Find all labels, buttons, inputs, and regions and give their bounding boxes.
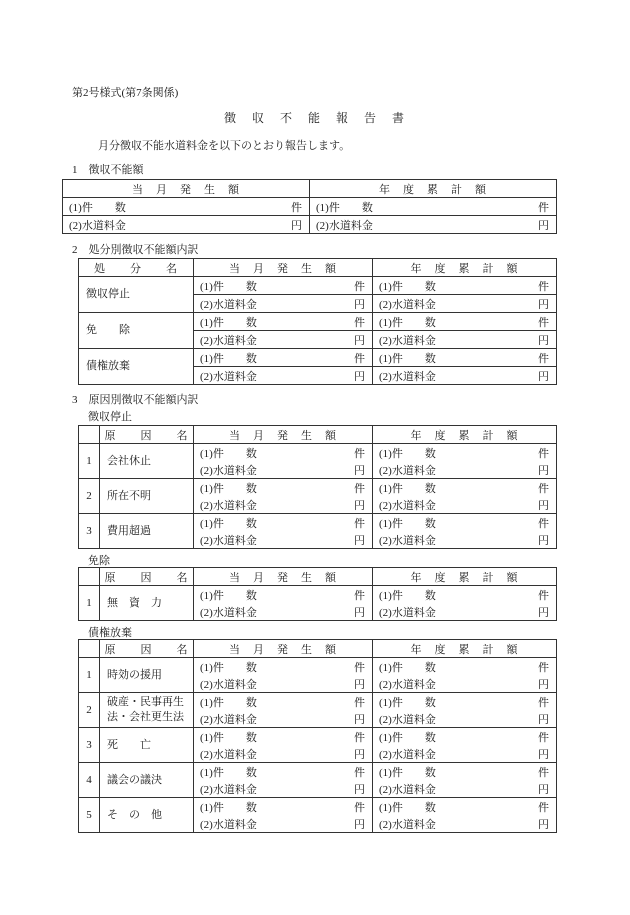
subsection-title-waiver: 債権放棄 xyxy=(88,627,132,639)
row-number: 1 xyxy=(79,586,100,621)
fee-label: (2)水道料金 xyxy=(379,818,436,831)
row-number: 3 xyxy=(79,728,100,763)
row-number: 2 xyxy=(79,479,100,514)
monthly-cell xyxy=(194,514,373,549)
count-label: (1)件 数 xyxy=(200,661,257,674)
section-2-heading: 2 処分別徴収不能額内訳 xyxy=(72,244,199,256)
col-header-cause: 原 因 名 xyxy=(100,426,194,444)
yearly-cell xyxy=(373,763,557,798)
fee-cell xyxy=(194,295,373,313)
count-unit: 件 xyxy=(538,201,549,214)
table-row xyxy=(63,198,557,216)
fee-label: (2)水道料金 xyxy=(379,298,436,311)
count-label: (1)件 数 xyxy=(316,201,373,214)
fee-label: (2)水道料金 xyxy=(379,464,436,477)
corner-cell xyxy=(79,426,100,444)
fee-label: (2)水道料金 xyxy=(379,534,436,547)
fee-unit: 円 xyxy=(538,370,549,383)
count-label: (1)件 数 xyxy=(379,801,436,814)
row-number: 1 xyxy=(79,658,100,693)
count-label: (1)件 数 xyxy=(379,696,436,709)
count-unit: 件 xyxy=(354,352,365,365)
fee-unit: 円 xyxy=(354,783,365,796)
fee-unit: 円 xyxy=(354,370,365,383)
table-row xyxy=(79,349,557,367)
yearly-cell xyxy=(373,444,557,479)
table-row xyxy=(79,277,557,295)
col-header-yearly: 年 度 累 計 額 xyxy=(373,259,557,277)
cause-name: 死 亡 xyxy=(100,728,194,763)
table-causes-exemption xyxy=(78,567,557,621)
fee-cell xyxy=(63,216,310,234)
fee-label: (2)水道料金 xyxy=(379,606,436,619)
fee-unit: 円 xyxy=(538,713,549,726)
col-header-disposal: 処 分 名 xyxy=(79,259,194,277)
fee-label: (2)水道料金 xyxy=(200,678,257,691)
disposal-name: 徴収停止 xyxy=(79,277,194,313)
count-unit: 件 xyxy=(354,661,365,674)
cause-name: 費用超過 xyxy=(100,514,194,549)
fee-unit: 円 xyxy=(354,713,365,726)
cause-name: 所在不明 xyxy=(100,479,194,514)
row-number: 4 xyxy=(79,763,100,798)
count-unit: 件 xyxy=(291,201,302,214)
count-label: (1)件 数 xyxy=(379,589,436,602)
count-unit: 件 xyxy=(538,661,549,674)
count-cell xyxy=(194,349,373,367)
monthly-cell xyxy=(194,798,373,833)
fee-label: (2)水道料金 xyxy=(379,334,436,347)
form-number: 第2号様式(第7条関係) xyxy=(72,87,179,99)
fee-label: (2)水道料金 xyxy=(379,499,436,512)
count-label: (1)件 数 xyxy=(200,482,257,495)
table-row xyxy=(79,658,557,693)
count-unit: 件 xyxy=(354,589,365,602)
monthly-cell xyxy=(194,658,373,693)
table-row xyxy=(79,426,557,444)
fee-label: (2)水道料金 xyxy=(316,219,373,232)
count-label: (1)件 数 xyxy=(379,661,436,674)
count-cell xyxy=(373,349,557,367)
count-unit: 件 xyxy=(354,316,365,329)
count-cell xyxy=(310,198,557,216)
count-cell xyxy=(373,313,557,331)
fee-label: (2)水道料金 xyxy=(200,818,257,831)
yearly-cell xyxy=(373,514,557,549)
count-unit: 件 xyxy=(538,731,549,744)
count-unit: 件 xyxy=(538,766,549,779)
fee-unit: 円 xyxy=(538,748,549,761)
count-cell xyxy=(373,277,557,295)
table-by-disposal xyxy=(78,258,557,385)
table-row xyxy=(79,568,557,586)
count-label: (1)件 数 xyxy=(379,766,436,779)
col-header-monthly: 当 月 発 生 額 xyxy=(63,180,310,198)
fee-cell xyxy=(373,295,557,313)
table-row xyxy=(79,728,557,763)
fee-unit: 円 xyxy=(538,499,549,512)
fee-unit: 円 xyxy=(354,678,365,691)
page-title: 徴 収 不 能 報 告 書 xyxy=(223,111,406,125)
count-label: (1)件 数 xyxy=(379,280,436,293)
subsection-title-exemption: 免除 xyxy=(88,555,110,567)
table-row xyxy=(79,259,557,277)
monthly-cell xyxy=(194,763,373,798)
col-header-yearly: 年 度 累 計 額 xyxy=(373,640,557,658)
col-header-monthly: 当 月 発 生 額 xyxy=(194,426,373,444)
count-unit: 件 xyxy=(538,801,549,814)
count-unit: 件 xyxy=(354,517,365,530)
count-unit: 件 xyxy=(354,447,365,460)
fee-unit: 円 xyxy=(354,464,365,477)
fee-label: (2)水道料金 xyxy=(200,748,257,761)
section-1-heading: 1 徴収不能額 xyxy=(72,164,144,176)
fee-unit: 円 xyxy=(354,534,365,547)
fee-unit: 円 xyxy=(354,499,365,512)
fee-cell xyxy=(373,331,557,349)
fee-label: (2)水道料金 xyxy=(200,298,257,311)
fee-label: (2)水道料金 xyxy=(69,219,126,232)
col-header-yearly: 年 度 累 計 額 xyxy=(373,426,557,444)
fee-cell xyxy=(310,216,557,234)
count-cell xyxy=(63,198,310,216)
count-unit: 件 xyxy=(538,352,549,365)
subsection-title-suspension: 徴収停止 xyxy=(88,411,132,423)
fee-unit: 円 xyxy=(538,818,549,831)
fee-label: (2)水道料金 xyxy=(379,748,436,761)
count-label: (1)件 数 xyxy=(200,801,257,814)
monthly-cell xyxy=(194,444,373,479)
count-unit: 件 xyxy=(538,517,549,530)
table-row xyxy=(79,444,557,479)
count-unit: 件 xyxy=(538,589,549,602)
table-row xyxy=(79,514,557,549)
fee-label: (2)水道料金 xyxy=(200,783,257,796)
count-label: (1)件 数 xyxy=(379,731,436,744)
fee-label: (2)水道料金 xyxy=(200,534,257,547)
col-header-cause: 原 因 名 xyxy=(100,640,194,658)
count-label: (1)件 数 xyxy=(200,316,257,329)
fee-label: (2)水道料金 xyxy=(379,713,436,726)
count-cell xyxy=(194,313,373,331)
cause-name: そ の 他 xyxy=(100,798,194,833)
count-label: (1)件 数 xyxy=(200,280,257,293)
fee-label: (2)水道料金 xyxy=(200,370,257,383)
table-causes-suspension xyxy=(78,425,557,549)
col-header-monthly: 当 月 発 生 額 xyxy=(194,640,373,658)
count-unit: 件 xyxy=(354,696,365,709)
table-row xyxy=(79,763,557,798)
fee-cell xyxy=(373,367,557,385)
count-label: (1)件 数 xyxy=(379,352,436,365)
yearly-cell xyxy=(373,479,557,514)
fee-label: (2)水道料金 xyxy=(379,678,436,691)
monthly-cell xyxy=(194,728,373,763)
count-label: (1)件 数 xyxy=(200,589,257,602)
yearly-cell xyxy=(373,586,557,621)
fee-unit: 円 xyxy=(538,783,549,796)
yearly-cell xyxy=(373,798,557,833)
count-label: (1)件 数 xyxy=(379,316,436,329)
fee-unit: 円 xyxy=(538,606,549,619)
table-row xyxy=(79,586,557,621)
table-causes-waiver xyxy=(78,639,557,833)
fee-label: (2)水道料金 xyxy=(200,499,257,512)
count-label: (1)件 数 xyxy=(200,731,257,744)
count-unit: 件 xyxy=(354,731,365,744)
count-unit: 件 xyxy=(354,280,365,293)
count-unit: 件 xyxy=(538,316,549,329)
count-unit: 件 xyxy=(354,482,365,495)
count-label: (1)件 数 xyxy=(200,696,257,709)
corner-cell xyxy=(79,568,100,586)
monthly-cell xyxy=(194,693,373,728)
table-row xyxy=(79,313,557,331)
fee-label: (2)水道料金 xyxy=(379,783,436,796)
count-cell xyxy=(194,277,373,295)
table-row xyxy=(63,216,557,234)
fee-label: (2)水道料金 xyxy=(379,370,436,383)
count-label: (1)件 数 xyxy=(200,447,257,460)
cause-name: 無 資 力 xyxy=(100,586,194,621)
corner-cell xyxy=(79,640,100,658)
col-header-cause: 原 因 名 xyxy=(100,568,194,586)
fee-label: (2)水道料金 xyxy=(200,713,257,726)
table-row xyxy=(79,798,557,833)
fee-unit: 円 xyxy=(354,606,365,619)
monthly-cell xyxy=(194,479,373,514)
count-label: (1)件 数 xyxy=(69,201,126,214)
count-unit: 件 xyxy=(538,447,549,460)
fee-unit: 円 xyxy=(538,534,549,547)
fee-label: (2)水道料金 xyxy=(200,464,257,477)
table-uncollectible-total xyxy=(62,179,557,234)
cause-name: 会社休止 xyxy=(100,444,194,479)
yearly-cell xyxy=(373,693,557,728)
fee-unit: 円 xyxy=(291,219,302,232)
fee-unit: 円 xyxy=(538,298,549,311)
table-row xyxy=(63,180,557,198)
fee-cell xyxy=(194,367,373,385)
col-header-monthly: 当 月 発 生 額 xyxy=(194,568,373,586)
count-label: (1)件 数 xyxy=(379,482,436,495)
count-unit: 件 xyxy=(538,280,549,293)
fee-unit: 円 xyxy=(354,818,365,831)
fee-unit: 円 xyxy=(538,334,549,347)
fee-label: (2)水道料金 xyxy=(200,334,257,347)
monthly-cell xyxy=(194,586,373,621)
cause-name: 破産・民事再生法・会社更生法 xyxy=(100,693,194,728)
fee-unit: 円 xyxy=(538,678,549,691)
count-label: (1)件 数 xyxy=(200,766,257,779)
yearly-cell xyxy=(373,658,557,693)
row-number: 2 xyxy=(79,693,100,728)
fee-unit: 円 xyxy=(354,748,365,761)
count-label: (1)件 数 xyxy=(200,352,257,365)
col-header-yearly: 年 度 累 計 額 xyxy=(310,180,557,198)
count-unit: 件 xyxy=(538,696,549,709)
row-number: 1 xyxy=(79,444,100,479)
table-row xyxy=(79,479,557,514)
cause-name: 議会の議決 xyxy=(100,763,194,798)
fee-cell xyxy=(194,331,373,349)
fee-label: (2)水道料金 xyxy=(200,606,257,619)
fee-unit: 円 xyxy=(354,298,365,311)
count-label: (1)件 数 xyxy=(379,447,436,460)
cause-name: 時効の援用 xyxy=(100,658,194,693)
row-number: 3 xyxy=(79,514,100,549)
disposal-name: 債権放棄 xyxy=(79,349,194,385)
count-unit: 件 xyxy=(354,801,365,814)
table-row xyxy=(79,640,557,658)
yearly-cell xyxy=(373,728,557,763)
col-header-monthly: 当 月 発 生 額 xyxy=(194,259,373,277)
count-unit: 件 xyxy=(538,482,549,495)
col-header-yearly: 年 度 累 計 額 xyxy=(373,568,557,586)
table-row xyxy=(79,693,557,728)
section-3-heading: 3 原因別徴収不能額内訳 xyxy=(72,394,199,406)
count-unit: 件 xyxy=(354,766,365,779)
row-number: 5 xyxy=(79,798,100,833)
intro-text: 月分徴収不能水道料金を以下のとおり報告します。 xyxy=(98,140,351,152)
count-label: (1)件 数 xyxy=(379,517,436,530)
count-label: (1)件 数 xyxy=(200,517,257,530)
fee-unit: 円 xyxy=(354,334,365,347)
fee-unit: 円 xyxy=(538,219,549,232)
fee-unit: 円 xyxy=(538,464,549,477)
disposal-name: 免 除 xyxy=(79,313,194,349)
